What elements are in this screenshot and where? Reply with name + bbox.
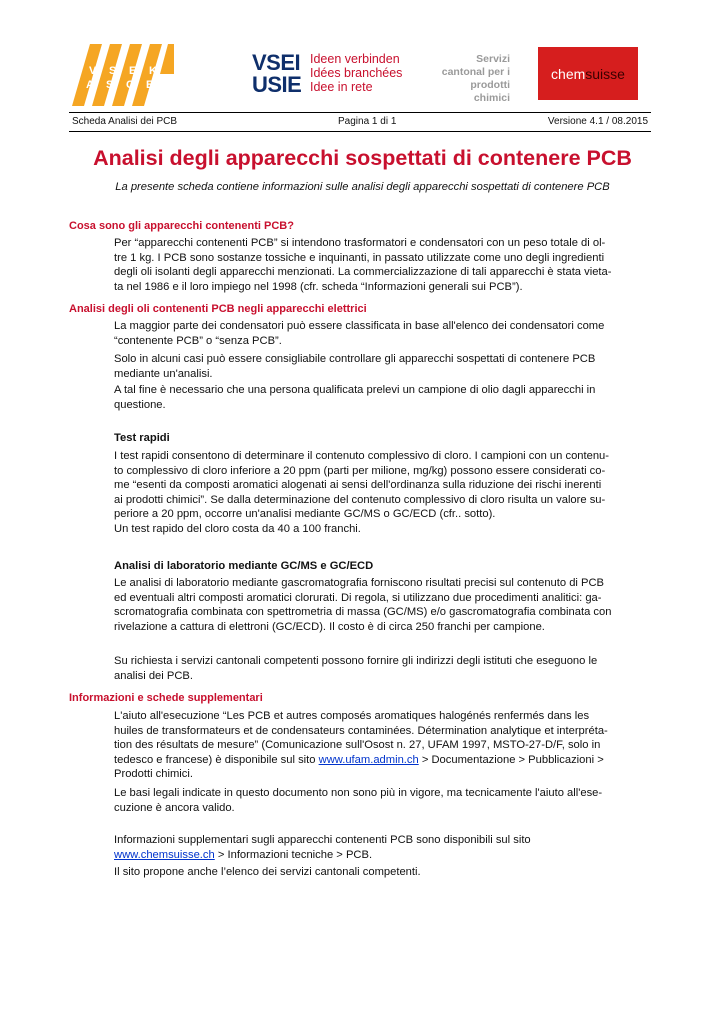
subheading-rapid-tests: Test rapidi [114,432,170,444]
ufam-link[interactable]: www.ufam.admin.ch [318,753,419,766]
asce-letter-4: E [146,79,154,91]
text-line: periore a 20 ppm, occorre un'analisi mediante GC/MS o GC/ECD (cfr.. sotto). [114,508,496,521]
text-line: degli oli isolanti degli apparecchi menzionati. La commercializzazione di tali apparecchi è stata vieta- [114,266,612,279]
services-line: cantonal per i [441,66,510,78]
vsei-tagline-it: Idee in rete [310,80,373,94]
text-line: ai prodotti chimici”. Se dalla determinazione del contenuto complessivo di cloro risulta un valore su- [114,493,606,506]
asce-letter-2: S [106,79,114,91]
text-line: Su richiesta i servizi cantonali competenti possono fornire gli indirizzi degli istituti che eseguono le [114,655,598,667]
vsei-word: VSEI [252,50,301,75]
text-line: Per “apparecchi contenenti PCB” si intendono trasformatori e condensatori con un peso totale di ol- [114,237,606,249]
chemsuisse-logo-part2: suisse [585,65,625,82]
usie-word: USIE [252,72,302,97]
request-addresses-paragraph [114,654,653,683]
header-rule-bottom [69,131,651,132]
vsek-letter-4: K [149,65,157,77]
text-line: La maggior parte dei condensatori può essere classificata in base all'elenco dei condensatori come [114,320,605,332]
services-line: Servizi [476,53,510,65]
text-line: rivelazione a cattura di elettroni (GC/ECD). Il costo è di circa 250 franchi per campione. [114,620,545,633]
page-title: Analisi degli apparecchi sospettati di contenere PCB [93,146,632,170]
chemsuisse-logo [538,47,638,100]
text-segment: > Documentazione > Pubblicazioni > [418,753,604,766]
vsei-usie-logo [252,52,422,98]
text-line: tion des résultats de mesure” (Comunicazione sull'Osost n. 27, UFAM 1997, MSTO-27-D/F, solo in [114,739,601,752]
text-line-with-link [114,753,653,768]
vsei-tagline-fr: Idées branchées [310,66,403,80]
rapid-test-cost: Un test rapido del cloro costa da 40 a 100 franchi. [114,523,361,535]
section-heading-additional-info: Informazioni e schede supplementari [69,692,263,704]
additional-info-body [114,709,653,782]
text-segment: > Informazioni tecniche > PCB. [214,848,373,861]
text-line: questione. [114,398,166,411]
oil-analysis-paragraph-2 [114,352,653,381]
text-line: Prodotti chimici. [114,768,193,781]
section-heading-pcb-devices: Cosa sono gli apparecchi contenenti PCB? [69,220,294,232]
cantonal-services-label [430,53,510,105]
text-line: ta nel 1986 e il loro impiego nel 1998 (cfr. scheda “Informazioni generali sui PCB”). [114,280,523,293]
subheading-lab-analysis: Analisi di laboratorio mediante GC/MS e GC/ECD [114,560,374,572]
text-line: huiles de transformateurs et de condensateurs contaminées. Détermination analytique et interpréta- [114,724,608,737]
page-subtitle: La presente scheda contiene informazioni sulle analisi degli apparecchi sospettati di contenere PCB [115,181,610,193]
chemsuisse-link[interactable]: www.chemsuisse.ch [114,848,215,861]
text-line: tre 1 kg. I PCB sono sostanze tossiche e inquinanti, in passato utilizzate come uno degli ingredienti [114,251,605,264]
chemsuisse-info-paragraph [114,833,653,862]
final-note: Il sito propone anche l’elenco dei servizi cantonali competenti. [114,866,421,878]
header-version: Versione 4.1 / 08.2015 [547,116,648,127]
text-line: I test rapidi consentono di determinare il contenuto complessivo di cloro. I campioni con un contenu- [114,450,610,462]
text-line: Le analisi di laboratorio mediante gascromatografia forniscono risultati precisi sul contenuto di PCB [114,577,605,589]
text-line: cuzione è ancora valido. [114,801,235,814]
lab-analysis-body [114,576,653,634]
vsek-stripes-graphic [72,44,174,106]
chemsuisse-logo-part1: chem [551,65,586,82]
header-doc-name: Scheda Analisi dei PCB [72,116,178,127]
text-line: A tal fine è necessario che una persona qualificata prelevi un campione di olio dagli apparecchi in [114,384,596,396]
vsek-letter-3: E [129,65,137,77]
vsek-letter-1: V [89,65,97,77]
services-line: chimici [473,92,510,104]
text-line: Solo in alcuni casi può essere consigliabile controllare gli apparecchi sospettati di contenere PCB [114,353,596,365]
text-line: L'aiuto all'esecuzione “Les PCB et autres composés aromatiques halogénés renfermés dans les [114,710,590,722]
section-heading-oil-analysis: Analisi degli oli contenenti PCB negli apparecchi elettrici [69,303,367,315]
text-line: Le basi legali indicate in questo documento non sono più in vigore, ma tecnicamente l'aiuto all'ese- [114,787,603,799]
text-line: scromatografia combinata con spettrometria di massa (GC/MS) e/o gascromatografia combinata con [114,606,612,619]
text-line: me “esenti da composti aromatici alogenati ai sensi dell'ordinanza sulla riduzione dei rischi inerenti [114,479,602,492]
section-pcb-devices-body [114,236,653,294]
text-line: “contenente PCB” o “senza PCB”. [114,334,282,347]
text-line: Informazioni supplementari sugli apparecchi contenenti PCB sono disponibili sul sito [114,834,531,846]
vsei-tagline-de: Ideen verbinden [310,52,400,66]
vsek-letter-2: S [109,65,117,77]
text-line: ed eventuali altri composti aromatici clorurati. Di regola, si utilizzano due procedimenti analitici: ga- [114,591,602,604]
text-line: analisi dei PCB. [114,669,193,682]
oil-analysis-paragraph-3 [114,383,653,412]
services-line: prodotti [470,79,510,91]
rapid-tests-body [114,449,653,522]
asce-letter-1: A [86,79,94,91]
header-page-number: Pagina 1 di 1 [338,116,397,127]
legal-basis-paragraph [114,786,653,815]
text-line: mediante un'analisi. [114,367,213,380]
header-rule-top [69,112,651,113]
text-segment: tedesco e francese) è disponibile sul sito [114,753,319,766]
text-line: to complessivo di cloro inferiore a 20 ppm (parti per milione, mg/kg) possono essere considerati co- [114,464,606,477]
vsek-asce-logo [72,44,174,106]
text-line-with-link [114,848,653,863]
asce-letter-3: C [126,79,134,91]
oil-analysis-paragraph-1 [114,319,653,348]
